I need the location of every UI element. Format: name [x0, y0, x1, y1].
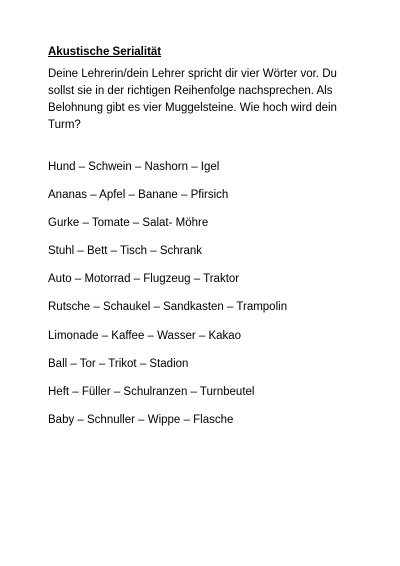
word-sequence-row: Gurke – Tomate – Salat- Möhre: [48, 217, 209, 230]
instruction-line: Belohnung gibt es vier Muggelsteine. Wie hoch wird dein: [48, 102, 337, 114]
word-sequence-row: Stuhl – Bett – Tisch – Schrank: [48, 245, 203, 258]
word-sequence-row: Auto – Motorrad – Flugzeug – Traktor: [48, 273, 240, 286]
word-sequence-row: Ball – Tor – Trikot – Stadion: [48, 357, 189, 370]
document-title: Akustische Serialität: [48, 46, 162, 58]
instruction-line: sollst sie in der richtigen Reihenfolge nachsprechen. Als: [48, 85, 333, 97]
word-sequence-row: Rutsche – Schaukel – Sandkasten – Trampolin: [48, 301, 288, 314]
word-sequence-row: Hund – Schwein – Nashorn – Igel: [48, 161, 220, 173]
word-sequence-list: [48, 160, 287, 441]
word-sequence-row: Baby – Schnuller – Wippe – Flasche: [48, 413, 234, 426]
word-sequence-row: Limonade – Kaffee – Wasser – Kakao: [48, 329, 242, 342]
instruction-line: Turm?: [48, 119, 81, 131]
word-sequence-row: Heft – Füller – Schulranzen – Turnbeutel: [48, 385, 255, 398]
instruction-line: Deine Lehrerin/dein Lehrer spricht dir vier Wörter vor. Du: [48, 68, 337, 80]
instruction-paragraph: [48, 66, 358, 134]
word-sequence-row: Ananas – Apfel – Banane – Pfirsich: [48, 189, 229, 202]
